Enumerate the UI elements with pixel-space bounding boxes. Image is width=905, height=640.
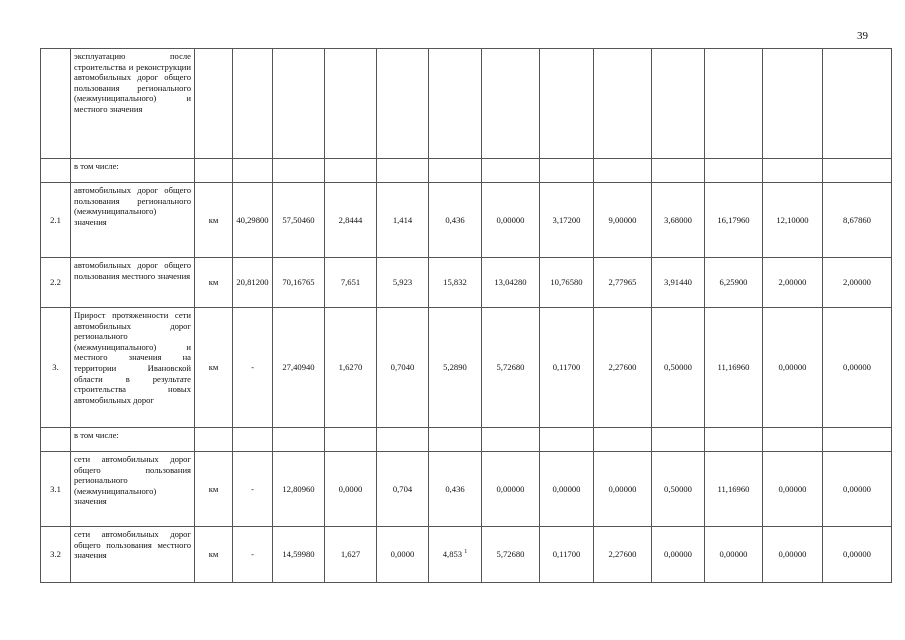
value-text: 0,00000 <box>552 483 581 494</box>
value-cell <box>652 49 705 159</box>
table-row <box>41 159 892 183</box>
value-cell <box>273 428 325 452</box>
value-text: 2,27600 <box>608 362 637 373</box>
value-cell <box>429 428 482 452</box>
value-text: 3,17200 <box>552 214 581 225</box>
value-cell <box>705 258 763 308</box>
value-text: 0,00000 <box>843 362 871 373</box>
value-text: 12,80960 <box>282 483 315 494</box>
value-cell <box>377 527 429 583</box>
value-text: 11,16960 <box>717 362 750 373</box>
value-text: 0,00000 <box>608 483 637 494</box>
value-text: 0,00000 <box>843 483 871 494</box>
value-text: 0,00000 <box>719 549 748 560</box>
value-cell <box>540 452 594 527</box>
value-cell <box>823 159 892 183</box>
value-text: 12,10000 <box>776 214 809 225</box>
value-text: 13,04280 <box>494 277 527 288</box>
indicator-name-cell: эксплуатацию после строительства и реконструкции автомобильных дорог общего пользования регионального (межмуниципального) и местного значения <box>71 49 195 159</box>
value-cell <box>763 452 823 527</box>
unit-cell <box>195 49 233 159</box>
row-number-cell: 3. <box>41 308 71 428</box>
value-text: 2,8444 <box>338 214 363 225</box>
value-cell <box>705 527 763 583</box>
value-text: 7,651 <box>340 277 361 288</box>
value-text: 6,25900 <box>719 277 748 288</box>
value-cell <box>482 183 540 258</box>
value-cell <box>652 428 705 452</box>
value-cell <box>377 258 429 308</box>
value-cell <box>233 428 273 452</box>
value-text: 4,853 <box>442 549 463 560</box>
value-text: 14,59980 <box>282 549 315 560</box>
value-text: 11,16960 <box>717 483 750 494</box>
value-cell <box>594 428 652 452</box>
value-text: 2,00000 <box>843 277 871 288</box>
value-text: 2,27600 <box>608 549 637 560</box>
value-cell <box>325 452 377 527</box>
value-cell <box>273 308 325 428</box>
value-cell <box>325 49 377 159</box>
row-number-cell: 2.2 <box>41 258 71 308</box>
value-cell <box>429 527 482 583</box>
value-text: 27,40940 <box>282 362 315 373</box>
value-cell <box>540 527 594 583</box>
value-text: 0,50000 <box>664 483 692 494</box>
value-text: 0,11700 <box>552 549 581 560</box>
value-cell <box>823 527 892 583</box>
value-cell <box>325 159 377 183</box>
value-cell <box>705 428 763 452</box>
value-text: 1,414 <box>392 214 413 225</box>
value-text: 0,7040 <box>390 362 415 373</box>
value-cell <box>652 258 705 308</box>
unit-cell: км <box>195 183 233 258</box>
value-cell <box>273 49 325 159</box>
table-row <box>41 527 892 583</box>
value-cell <box>594 49 652 159</box>
indicator-name-cell: сети автомобильных дорог общего пользования местного значения <box>71 527 195 583</box>
value-text: - <box>251 362 254 373</box>
table-row <box>41 308 892 428</box>
value-cell <box>705 308 763 428</box>
value-text: 0,0000 <box>338 483 363 494</box>
unit-cell: км <box>195 308 233 428</box>
value-text: 70,16765 <box>282 277 315 288</box>
value-cell <box>482 452 540 527</box>
value-cell <box>273 183 325 258</box>
value-cell <box>823 428 892 452</box>
value-text: 2,00000 <box>778 277 807 288</box>
value-cell <box>823 308 892 428</box>
value-text: 57,50460 <box>282 214 315 225</box>
value-cell <box>540 308 594 428</box>
value-cell <box>763 183 823 258</box>
value-cell <box>377 159 429 183</box>
value-cell <box>763 159 823 183</box>
value-cell <box>233 308 273 428</box>
value-cell <box>705 183 763 258</box>
value-cell <box>233 258 273 308</box>
value-cell <box>482 428 540 452</box>
value-cell <box>594 527 652 583</box>
indicator-name-cell: в том числе: <box>71 159 195 183</box>
value-cell <box>540 428 594 452</box>
row-number-cell <box>41 428 71 452</box>
value-cell <box>652 308 705 428</box>
value-cell <box>763 308 823 428</box>
value-cell <box>377 308 429 428</box>
value-cell <box>763 49 823 159</box>
value-cell <box>482 258 540 308</box>
unit-cell <box>195 159 233 183</box>
value-cell <box>705 452 763 527</box>
value-cell <box>429 183 482 258</box>
indicator-name-cell: Прирост протяженности сети автомобильных дорог регионального (межмуниципального) и местного значения на территории Ивановской области в результате строительства новых автомобильных дорог <box>71 308 195 428</box>
page-number: 39 <box>857 30 868 42</box>
value-text: - <box>251 549 254 560</box>
table-row <box>41 428 892 452</box>
value-text: 1,627 <box>340 549 361 560</box>
value-text: 5,72680 <box>496 549 525 560</box>
row-number-cell: 3.2 <box>41 527 71 583</box>
table-row <box>41 183 892 258</box>
value-cell <box>594 258 652 308</box>
row-number-cell <box>41 49 71 159</box>
unit-cell: км <box>195 258 233 308</box>
value-cell <box>429 308 482 428</box>
value-text: - <box>251 483 254 494</box>
row-number-cell <box>41 159 71 183</box>
unit-cell <box>195 428 233 452</box>
value-text: 0,50000 <box>664 362 692 373</box>
value-cell <box>594 308 652 428</box>
value-cell <box>652 159 705 183</box>
value-cell <box>823 49 892 159</box>
value-cell <box>594 183 652 258</box>
value-cell <box>705 159 763 183</box>
value-cell <box>540 183 594 258</box>
row-number-cell: 3.1 <box>41 452 71 527</box>
value-cell <box>377 452 429 527</box>
unit-cell: км <box>195 452 233 527</box>
footnote-mark: 1 <box>464 549 468 556</box>
value-cell <box>540 159 594 183</box>
value-text: 0,00000 <box>843 549 871 560</box>
value-cell <box>540 258 594 308</box>
value-cell <box>233 49 273 159</box>
value-cell <box>823 258 892 308</box>
value-text: 9,00000 <box>608 214 637 225</box>
value-text: 10,76580 <box>550 277 583 288</box>
value-cell <box>377 428 429 452</box>
value-cell <box>652 527 705 583</box>
value-text: 0,704 <box>392 483 413 494</box>
value-text: 0,00000 <box>496 214 525 225</box>
value-cell <box>429 49 482 159</box>
value-cell <box>273 159 325 183</box>
value-cell <box>482 527 540 583</box>
value-cell <box>377 49 429 159</box>
value-text: 8,67860 <box>843 214 871 225</box>
value-cell <box>233 159 273 183</box>
value-cell <box>429 452 482 527</box>
value-cell <box>377 183 429 258</box>
table-row <box>41 452 892 527</box>
value-cell <box>482 159 540 183</box>
value-cell <box>429 159 482 183</box>
value-text: 0,00000 <box>778 483 807 494</box>
value-text: 3,68000 <box>664 214 692 225</box>
value-cell <box>594 159 652 183</box>
data-table <box>40 48 892 583</box>
value-text: 5,923 <box>392 277 413 288</box>
value-cell <box>540 49 594 159</box>
value-text: 1,6270 <box>338 362 363 373</box>
value-cell <box>273 527 325 583</box>
value-cell <box>233 452 273 527</box>
value-cell <box>652 452 705 527</box>
value-cell <box>763 527 823 583</box>
value-cell <box>763 258 823 308</box>
value-cell <box>325 308 377 428</box>
value-cell <box>233 527 273 583</box>
value-cell <box>705 49 763 159</box>
row-number-cell: 2.1 <box>41 183 71 258</box>
indicator-name-cell: автомобильных дорог общего пользования местного значения <box>71 258 195 308</box>
value-text: 0,00000 <box>778 549 807 560</box>
value-cell <box>273 452 325 527</box>
value-cell <box>325 527 377 583</box>
value-cell <box>429 258 482 308</box>
value-cell <box>823 183 892 258</box>
value-text: 2,77965 <box>608 277 637 288</box>
value-cell <box>233 183 273 258</box>
value-text: 3,91440 <box>664 277 692 288</box>
value-text: 16,17960 <box>717 214 750 225</box>
value-text: 0,00000 <box>496 483 525 494</box>
indicator-name-cell: в том числе: <box>71 428 195 452</box>
indicator-name-cell: автомобильных дорог общего пользования регионального (межмуниципального) значения <box>71 183 195 258</box>
value-text: 0,436 <box>445 214 465 225</box>
value-text: 5,2890 <box>443 362 467 373</box>
value-cell <box>482 49 540 159</box>
value-text: 0,00000 <box>778 362 807 373</box>
value-cell <box>482 308 540 428</box>
value-text: 15,832 <box>443 277 467 288</box>
value-cell <box>652 183 705 258</box>
unit-cell: км <box>195 527 233 583</box>
table-row <box>41 49 892 159</box>
value-cell <box>325 428 377 452</box>
indicator-name-cell: сети автомобильных дорог общего пользования регионального (межмуниципального) значения <box>71 452 195 527</box>
value-text: 0,11700 <box>552 362 581 373</box>
value-text: 0,436 <box>445 483 465 494</box>
value-text: 40,29800 <box>236 214 269 225</box>
table-row <box>41 258 892 308</box>
value-cell <box>594 452 652 527</box>
value-cell <box>823 452 892 527</box>
value-text: 5,72680 <box>496 362 525 373</box>
value-cell <box>325 258 377 308</box>
value-cell <box>273 258 325 308</box>
value-text: 20,81200 <box>236 277 269 288</box>
value-cell <box>325 183 377 258</box>
value-text: 0,00000 <box>664 549 692 560</box>
value-cell <box>763 428 823 452</box>
value-text: 0,0000 <box>390 549 415 560</box>
